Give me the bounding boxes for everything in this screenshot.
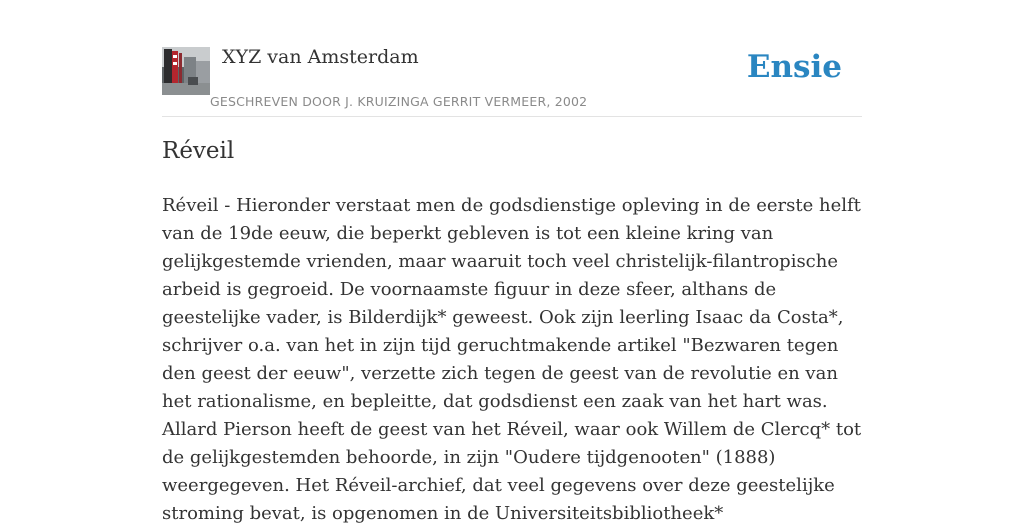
author-avatar[interactable] xyxy=(162,47,210,95)
city-street-photo-icon xyxy=(162,47,210,95)
article-body: Réveil - Hieronder verstaat men de godsdienstige opleving in de eerste helft van de 19de eeuw, die beperkt gebleven is tot een kleine kring van gelijkgestemde vrienden, maar waaruit toch veel christelijk-filantropische arbeid is gegroeid. De voornaamste figuur in deze sfeer, althans de geestelijke vader, is Bilderdijk* geweest. Ook zijn leerling Isaac da Costa*, schrijver o.a. van het in zijn tijd geruchtmakende artikel "Bezwaren tegen den geest der eeuw", verzette zich tegen de geest van de revolutie en van het rationalisme, en bepleitte, dat godsdienst een zaak van het hart was. Allard Pierson heeft de geest van het Réveil, waar ook Willem de Clercq* tot de gelijkgestemden behoorde, in zijn "Oudere tijdgenooten" (1888) weergegeven. Het Réveil-archief, dat veel gegevens over deze geestelijke stroming bevat, is opgenomen in de Universiteitsbibliotheek* xyxy=(162,195,862,524)
article-byline: GESCHREVEN DOOR J. KRUIZINGA GERRIT VERMEER, 2002 xyxy=(210,94,588,109)
article-header xyxy=(162,44,862,117)
article-title: Réveil xyxy=(162,138,235,164)
ensie-logo[interactable]: Ensie xyxy=(746,49,842,85)
author-name[interactable]: XYZ van Amsterdam xyxy=(222,46,419,68)
